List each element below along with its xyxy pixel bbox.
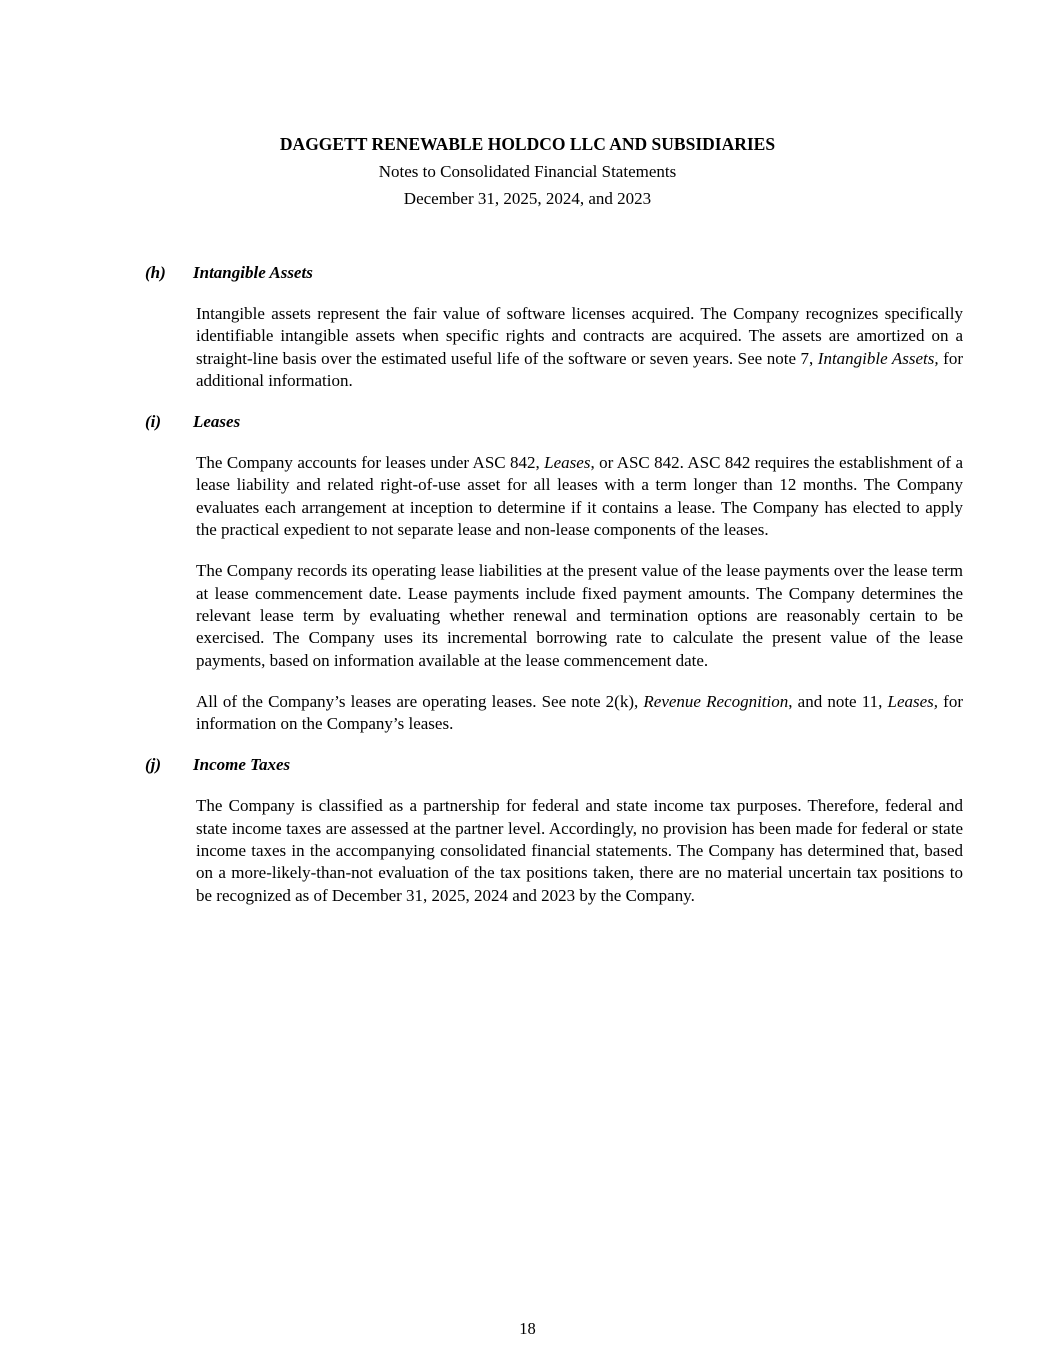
- paragraph-segment: All of the Company’s leases are operating leases. See note 2(k),: [196, 691, 644, 711]
- document-subtitle-dates: December 31, 2025, 2024, and 2023: [403, 189, 652, 208]
- section-paragraph: [196, 691, 963, 736]
- paragraph-segment: The Company is classified as a partnership for federal and state income tax purposes. Therefore, federal and state income taxes are assessed at the partner level. Accordingly, no provision has been made for federal or state income taxes in the accompanying consolidated financial statements. The Company has determined that, based on a more-likely-than-not evaluation of the tax positions taken, there are no material uncertain tax positions to be recognized as of December 31, 2025, 2024 and 2023 by the Company.: [196, 796, 963, 905]
- section-title: Leases: [193, 412, 241, 432]
- paragraph-segment: Intangible assets represent the fair value of software licenses acquired. The Company recognizes specifically identifiable intangible assets when specific rights and contracts are acquired. The assets are amortized on a straight-line basis over the estimated useful life of the software or seven years. See note 7,: [196, 304, 963, 368]
- paragraph-segment: , or ASC 842. ASC 842 requires the establishment of a lease liability and related right-of-use asset for all leases with a term longer than 12 months. The Company evaluates each arrangement at inception to determine if it contains a lease. The Company has elected to apply the practical expedient to not separate lease and non-lease components of the leases.: [196, 453, 963, 540]
- section-income-taxes: [0, 754, 1055, 906]
- paragraph-segment-italic: Intangible Assets,: [817, 348, 939, 368]
- section-paragraph: [196, 452, 963, 541]
- paragraph-segment: The Company records its operating lease liabilities at the present value of the lease payments over the lease term at lease commencement date. Lease payments include fixed payment amounts. The Company determines the relevant lease term by evaluating whether renewal and termination options are reasonably certain to be exercised. The Company uses its incremental borrowing rate to calculate the present value of the lease payments, based on information available at the lease commencement date.: [196, 561, 963, 670]
- page-number: 18: [519, 1319, 536, 1338]
- section-heading: [0, 262, 1055, 284]
- section-paragraph: [196, 795, 963, 906]
- document-title: DAGGETT RENEWABLE HOLDCO LLC AND SUBSIDIARIES: [279, 134, 776, 154]
- section-paragraph: [196, 560, 963, 671]
- paragraph-segment-italic: Leases,: [887, 691, 939, 711]
- paragraph-segment: for additional information.: [196, 348, 963, 390]
- section-heading: [0, 411, 1055, 433]
- paragraph-segment-italic: Revenue Recognition: [643, 691, 789, 711]
- section-leases: [0, 411, 1055, 735]
- paragraph-segment: , and note 11,: [788, 691, 888, 711]
- document-header: [0, 0, 1055, 212]
- section-label: (j): [145, 755, 162, 775]
- section-label: (h): [145, 263, 166, 282]
- section-heading: [0, 754, 1055, 776]
- section-intangible-assets: [0, 262, 1055, 392]
- section-title: Intangible Assets: [193, 263, 313, 282]
- section-label: (i): [145, 412, 162, 432]
- notes-content: [0, 262, 1055, 907]
- paragraph-segment-italic: Leases: [544, 453, 591, 473]
- paragraph-segment: for information on the Company’s leases.: [196, 691, 964, 734]
- section-paragraph: [196, 303, 963, 392]
- paragraph-segment: The Company accounts for leases under ASC 842,: [196, 453, 545, 473]
- section-title: Income Taxes: [193, 755, 291, 775]
- document-subtitle-notes: Notes to Consolidated Financial Statements: [378, 162, 677, 181]
